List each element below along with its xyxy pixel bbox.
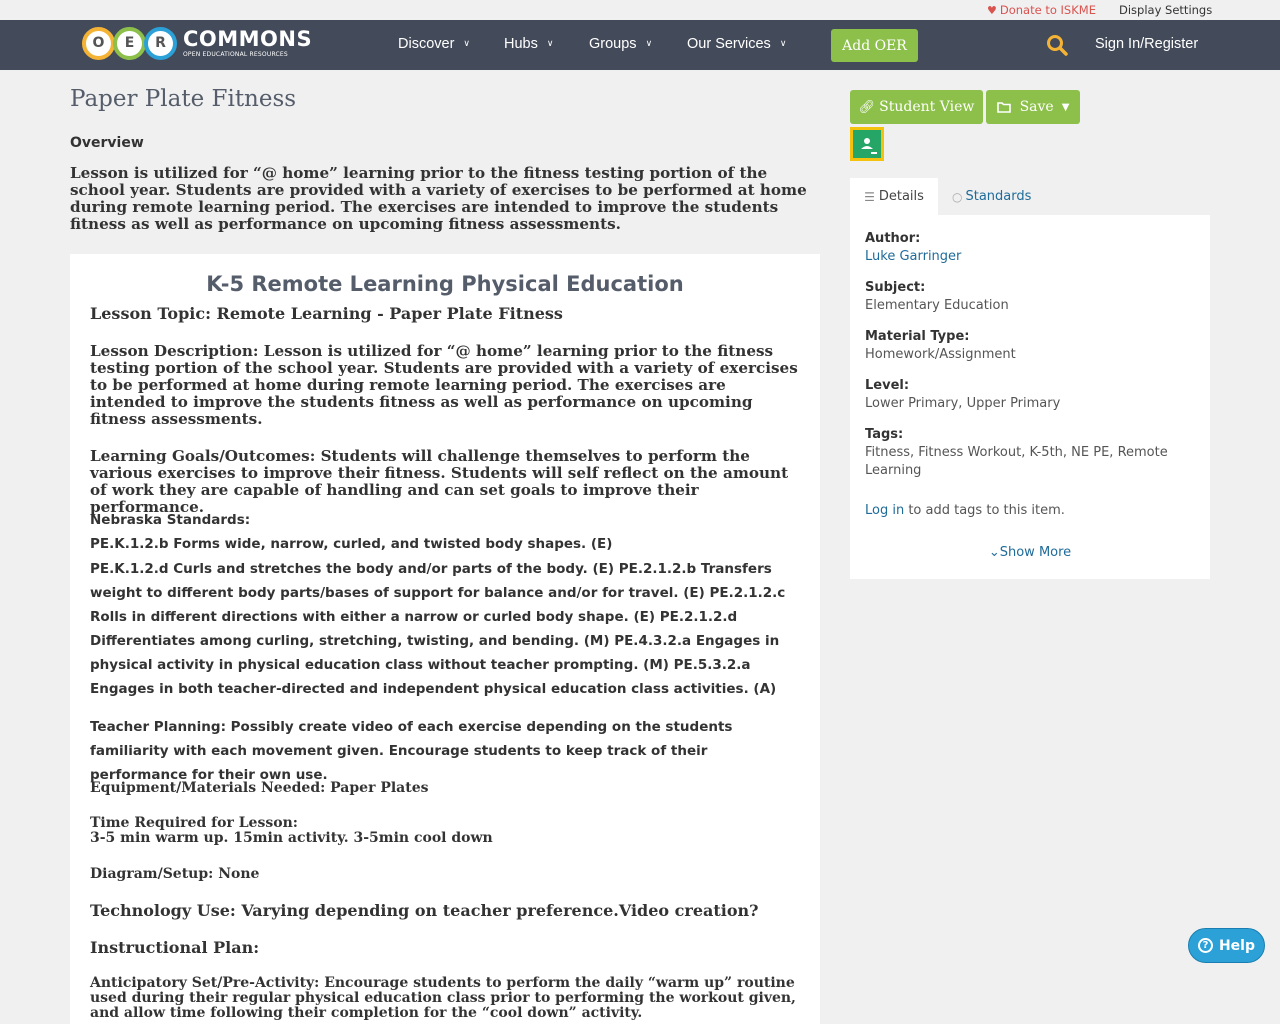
help-button[interactable]: [1188, 928, 1265, 963]
instructional-plan-heading: Instructional Plan:: [90, 938, 260, 957]
show-more-button[interactable]: [850, 545, 1210, 560]
tags-label: Tags:: [865, 427, 904, 442]
logo-tagline: OPEN EDUCATIONAL RESOURCES: [183, 50, 288, 58]
chevron-down-icon: ∨: [645, 38, 653, 48]
logo-word: COMMONS: [183, 26, 313, 51]
tab-details[interactable]: [850, 178, 938, 215]
student-view-label: Student View: [879, 99, 975, 115]
equipment-needed: Equipment/Materials Needed: Paper Plates: [90, 780, 429, 796]
nav-groups[interactable]: [589, 36, 652, 52]
tab-standards[interactable]: [952, 178, 1031, 215]
time-required: [90, 816, 493, 846]
add-oer-button[interactable]: Add OER: [831, 29, 918, 62]
page-title: Paper Plate Fitness: [70, 86, 297, 112]
standard-text-1: PE.K.1.2.b Forms wide, narrow, curled, and twisted body shapes. (E): [90, 536, 613, 552]
nav-groups-label: Groups: [589, 36, 637, 52]
diagram-setup: Diagram/Setup: None: [90, 866, 260, 882]
display-settings-link[interactable]: Display Settings: [1119, 3, 1213, 17]
caret-down-icon: ▼: [1061, 101, 1070, 113]
login-suffix: to add tags to this item.: [904, 503, 1065, 518]
google-classroom-icon: [853, 130, 881, 158]
level-value: Lower Primary, Upper Primary: [865, 396, 1061, 411]
heart-icon: ♥: [987, 4, 997, 17]
main-nav: [0, 20, 1280, 70]
help-label: Help: [1218, 937, 1256, 954]
student-view-button[interactable]: [850, 90, 983, 124]
save-button[interactable]: [986, 90, 1080, 124]
details-panel: [850, 215, 1210, 579]
nav-discover-label: Discover: [398, 36, 455, 52]
tab-standards-label: Standards: [965, 189, 1032, 204]
nav-discover[interactable]: [398, 36, 470, 52]
content-heading: K-5 Remote Learning Physical Education: [206, 272, 684, 296]
subject-label: Subject:: [865, 280, 926, 295]
utility-bar: [0, 0, 1280, 20]
chevron-down-icon: ∨: [463, 38, 470, 48]
chevron-down-icon: ∨: [546, 38, 554, 48]
resource-tabs: [850, 178, 1210, 215]
time-required-label: Time Required for Lesson:: [90, 815, 298, 831]
tab-details-label: Details: [878, 189, 924, 204]
lesson-description: Lesson Description: Lesson is utilized for “@ home” learning prior to the fitness testing portion of the school year. Students are provided with a variety of exercises to be performed at home during remote learning period. The exercises are intended to improve the students fitness as well as performance on upcoming fitness assessments.: [90, 342, 798, 428]
show-more-label: Show More: [999, 545, 1072, 560]
circle-icon: ○: [952, 189, 963, 204]
level-label: Level:: [865, 378, 910, 393]
donate-label: Donate to ISKME: [999, 3, 1096, 17]
tags-value: Fitness, Fitness Workout, K-5th, NE PE, Remote Learning: [865, 445, 1168, 478]
standard-text-2: PE.K.1.2.d Curls and stretches the body and/or parts of the body. (E) PE.2.1.2.b Transfers weight to different body parts/bases of support for balance and/or for travel. (E) PE.2.1.2.c Rolls in different directions with either a narrow or curled body shape. (E) PE.2.1.2.d Differentiates among curling, stretching, twisting, and bending. (M) PE.4.3.2.a Engages in physical activity in physical education class without teacher prompting. (M) PE.5.3.2.a Engages in both teacher-directed and independent physical education class activities. (A): [90, 561, 786, 697]
technology-use: Technology Use: Varying depending on teacher preference.Video creation?: [90, 901, 759, 920]
log-in-link[interactable]: Log in: [865, 503, 905, 518]
logo-letter-o: O: [82, 27, 115, 60]
author-link[interactable]: Luke Garringer: [865, 249, 962, 264]
list-icon: ☰: [864, 189, 875, 204]
overview-text: Lesson is utilized for “@ home” learning prior to the fitness testing portion of the school year. Students are provided with a variety of exercises to be performed at home during remote learning period. The exercises are intended to improve the students fitness as well as performance on upcoming fitness assessments.: [70, 164, 807, 233]
author-label: Author:: [865, 231, 921, 246]
chevron-down-icon: ∨: [779, 38, 787, 48]
logo-wordmark: [183, 26, 313, 58]
material-type-label: Material Type:: [865, 329, 970, 344]
lesson-content-card: [70, 254, 820, 1024]
anticipatory-set: Anticipatory Set/Pre-Activity: Encourage students to perform the daily “warm up” routine used during their regular physical education class prior to performing the workout given, and allow time following their completion for the “cool down” activity.: [90, 975, 796, 1021]
sign-in-register-link[interactable]: Sign In/Register: [1095, 36, 1199, 52]
google-classroom-share-button[interactable]: [850, 127, 884, 161]
folder-icon: [997, 101, 1012, 113]
link-icon: 🔗︎: [858, 99, 876, 115]
login-to-tag: [865, 502, 1195, 520]
question-icon: ?: [1198, 938, 1213, 953]
lesson-topic: Lesson Topic: Remote Learning - Paper Plate Fitness: [90, 304, 563, 323]
nebraska-standards-label: Nebraska Standards:: [90, 512, 251, 528]
nav-hubs[interactable]: [504, 36, 553, 52]
learning-goals: Learning Goals/Outcomes: Students will challenge themselves to perform the various exercises to improve their fitness. Students will self reflect on the amount of work they are capable of handling and can set goals to improve their performance.: [90, 447, 789, 516]
oer-commons-logo[interactable]: [82, 25, 312, 61]
donate-link[interactable]: [987, 3, 1096, 17]
material-type-value: Homework/Assignment: [865, 347, 1016, 362]
nav-our-services-label: Our Services: [687, 36, 771, 52]
chevron-down-icon: ⌄: [988, 545, 1000, 560]
search-icon[interactable]: [1046, 34, 1068, 56]
teacher-planning: Teacher Planning: Possibly create video of each exercise depending on the students familiarity with each movement given. Encourage students to keep track of their performance for their own use.: [90, 719, 733, 783]
nav-our-services[interactable]: [687, 36, 786, 52]
logo-letter-r: R: [144, 27, 177, 60]
logo-letter-e: E: [113, 27, 146, 60]
subject-value: Elementary Education: [865, 298, 1009, 313]
time-required-value: 3-5 min warm up. 15min activity. 3-5min cool down: [90, 830, 493, 846]
nav-hubs-label: Hubs: [504, 36, 538, 52]
save-label: Save: [1019, 99, 1054, 115]
overview-label: Overview: [70, 135, 144, 151]
